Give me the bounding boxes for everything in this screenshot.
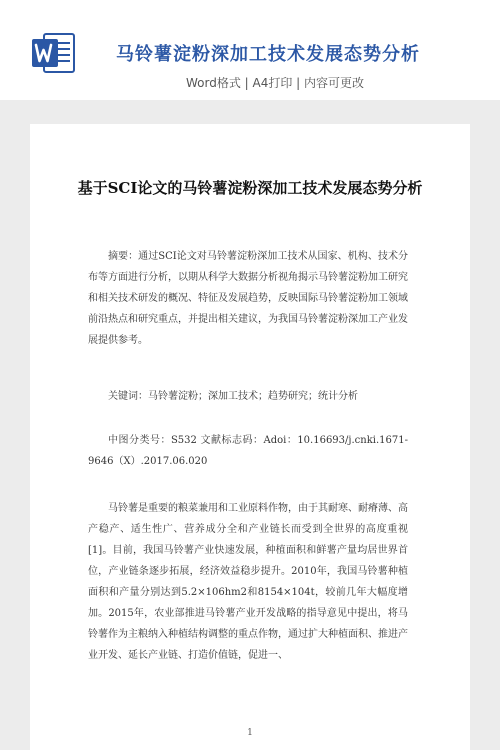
banner-title: 马铃薯淀粉深加工技术发展态势分析 <box>116 44 420 65</box>
keywords-line: 关键词：马铃薯淀粉；深加工技术；趋势研究；统计分析 <box>108 391 358 402</box>
banner-subtitle: Word格式 | A4打印 | 内容可更改 <box>186 76 365 90</box>
body-paragraph: 马铃薯是重要的粮菜兼用和工业原料作物，由于其耐寒、耐瘠薄、高产稳产、适生性广、营养成分全和产业链长而受到全世界的高度重视[1]。目前，我国马铃薯产业快速发展，种植面积和鲜薯产量均居世界首位，产业链条逐步拓展，经济效益稳步提升。2010年，我国马铃薯种植面积和产量分别达到5.2×106hm2和8154×104t，较前几年大幅度增加。2015年，农业部推进马铃薯产业开发战略的指导意见中提出，将马铃薯作为主粮纳入种植结构调整的重点作物，通过扩大种植面积、推进产业开发、延长产业链、打造价值链，促进一、 <box>88 503 408 661</box>
classification-paragraph: 中图分类号：S532 文献标志码：Adoi：10.16693/j.cnki.1671-9646（X）.2017.06.020 <box>88 435 408 467</box>
document-page <box>30 124 470 750</box>
header-banner <box>0 0 500 100</box>
word-doc-icon <box>30 30 76 76</box>
page-number: 1 <box>247 728 253 738</box>
abstract-paragraph: 摘要：通过SCI论文对马铃薯淀粉深加工技术从国家、机构、技术分布等方面进行分析，以期从科学大数据分析视角揭示马铃薯淀粉加工研究和相关技术研发的概况、特征及发展趋势，反映国际马铃薯淀粉加工领域前沿热点和研究重点，并提出相关建议，为我国马铃薯淀粉深加工产业发展提供参考。 <box>88 251 408 346</box>
document-title: 基于SCI论文的马铃薯淀粉深加工技术发展态势分析 <box>77 179 423 197</box>
